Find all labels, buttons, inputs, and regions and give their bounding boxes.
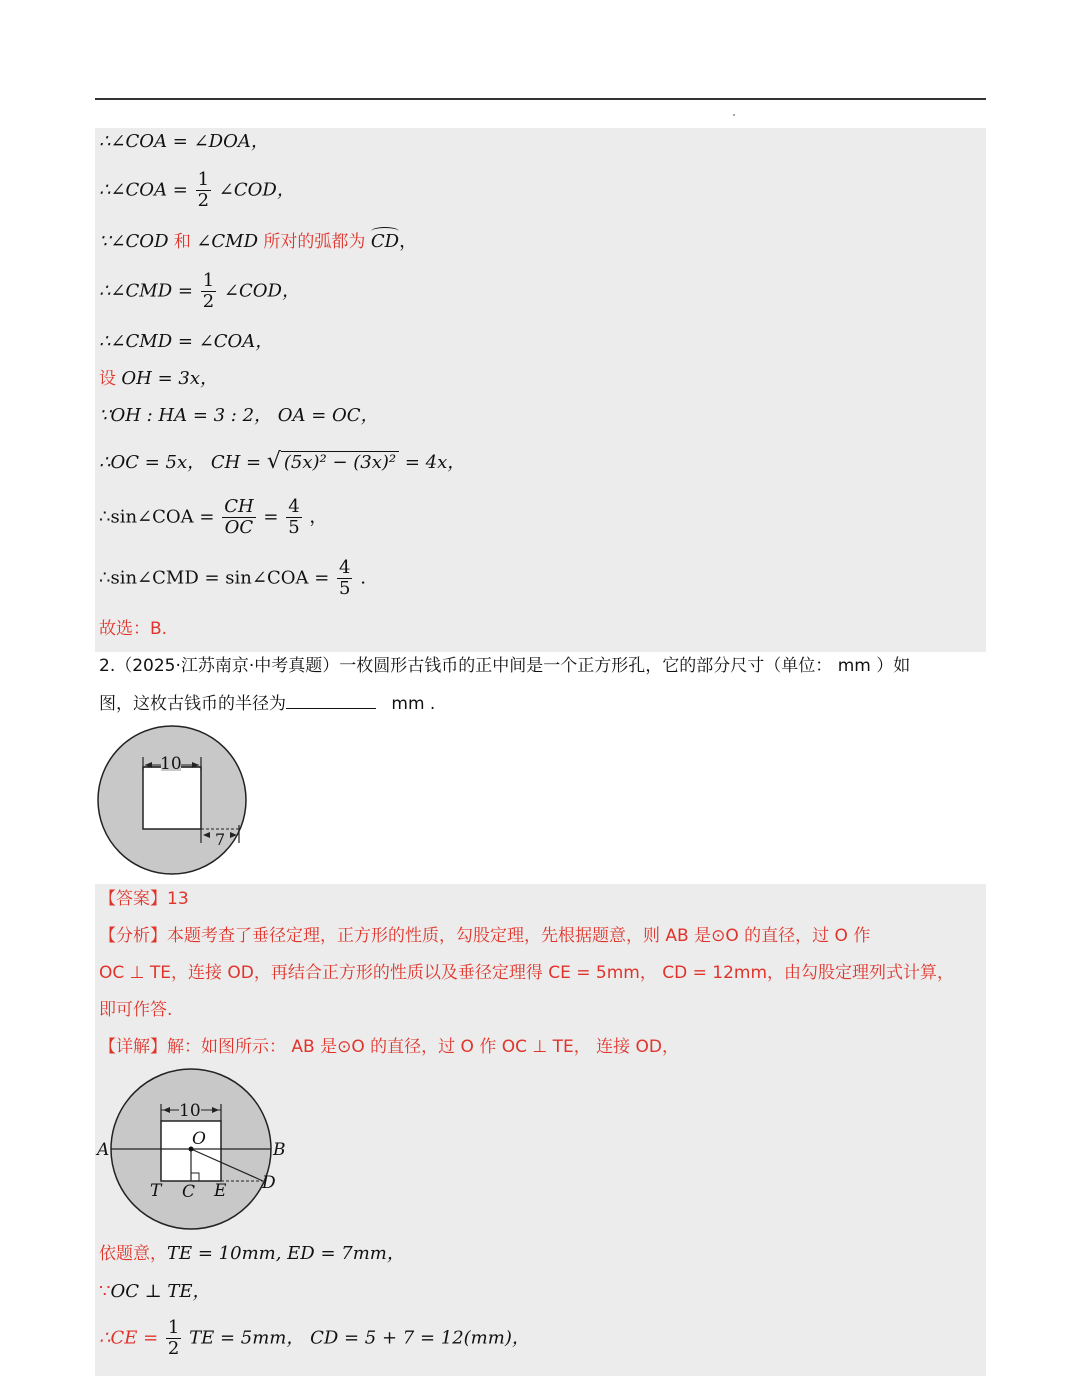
fraction: $\frac{1}{2}$ — [167, 1317, 180, 1359]
choice-line: 故选：B. — [99, 619, 168, 639]
sol-line-1: ∴∠COA = ∠DOA， — [99, 131, 269, 152]
label-10b: 10 — [179, 1101, 201, 1121]
label-10: 10 — [160, 754, 182, 774]
sol-line-6: 设 OH = 3x， — [99, 368, 218, 389]
question-2-line-1: 2.（2025·江苏南京·中考真题）一枚圆形古钱币的正中间是一个正方形孔，它的部分尺寸（单位： mm ）如 — [99, 656, 911, 676]
speck — [733, 114, 735, 116]
square-hole — [143, 767, 201, 829]
label-a: A — [97, 1140, 110, 1160]
arc-cd: CD — [370, 231, 400, 252]
sol-line-5: ∴∠CMD = ∠COA， — [99, 331, 274, 352]
sol-line-7: ∵OH : HA = 3 : 2， OA = OC， — [99, 405, 379, 426]
sol-line-8: ∴OC = 5x， CH = √ (5x)² − (3x)² = 4x， — [99, 449, 466, 474]
label-d: D — [262, 1173, 276, 1193]
label-c: C — [182, 1182, 196, 1202]
header-rule — [95, 98, 986, 100]
step-line-2: ∵OC ⊥ TE， — [99, 1281, 211, 1302]
label-b: B — [273, 1140, 286, 1160]
fraction: $\frac{4}{5}$ — [339, 557, 351, 599]
sol-line-2: ∴∠COA = $\frac{1}{2}$ ∠COD， — [99, 169, 295, 211]
label-o: O — [192, 1129, 206, 1149]
sol-line-4: ∴∠CMD = $\frac{1}{2}$ ∠COD， — [99, 270, 300, 312]
solution-figure — [95, 1068, 295, 1233]
coin-figure — [95, 725, 250, 875]
step-line-1: 依题意，TE = 10mm, ED = 7mm， — [99, 1243, 405, 1264]
sol-line-3: ∵∠COD 和 ∠CMD 所对的弧都为 CD， — [99, 231, 418, 252]
analysis-line-1: 【分析】本题考查了垂径定理，正方形的性质，勾股定理，先根据题意，则 AB 是⊙O 的直径，过 O 作 — [99, 926, 871, 946]
sqrt-expr: (5x)² − (3x)² — [281, 451, 399, 474]
step-line-3: ∴CE = $\frac{1}{2}$ TE = 5mm， CD = 5 + 7 = 12(mm)， — [99, 1317, 530, 1359]
question-2-line-2: 图，这枚古钱币的半径为 mm . — [99, 694, 436, 714]
fraction: $\frac{4}{5}$ — [288, 496, 300, 538]
detail-line: 【详解】解：如图所示： AB 是⊙O 的直径，过 O 作 OC ⊥ TE， 连接 OD， — [99, 1037, 679, 1057]
answer-line: 【答案】13 — [99, 889, 189, 909]
sol-line-10: ∴sin∠CMD = sin∠COA = $\frac{4}{5}$ . — [99, 557, 366, 599]
sol-line-9: ∴sin∠COA = $\frac{CH}{OC}$ = $\frac{4}{5}$ ， — [99, 496, 328, 538]
fraction: $\frac{1}{2}$ — [202, 270, 215, 312]
answer-blank[interactable] — [286, 692, 376, 709]
fraction: $\frac{CH}{OC}$ — [224, 496, 254, 538]
label-7: 7 — [215, 830, 226, 849]
analysis-line-3: 即可作答. — [99, 1000, 173, 1020]
fraction: $\frac{1}{2}$ — [197, 169, 210, 211]
analysis-line-2: OC ⊥ TE，连接 OD，再结合正方形的性质以及垂径定理得 CE = 5mm， CD = 12mm，由勾股定理列式计算， — [99, 963, 955, 983]
label-e: E — [214, 1181, 227, 1201]
label-t: T — [150, 1181, 162, 1201]
